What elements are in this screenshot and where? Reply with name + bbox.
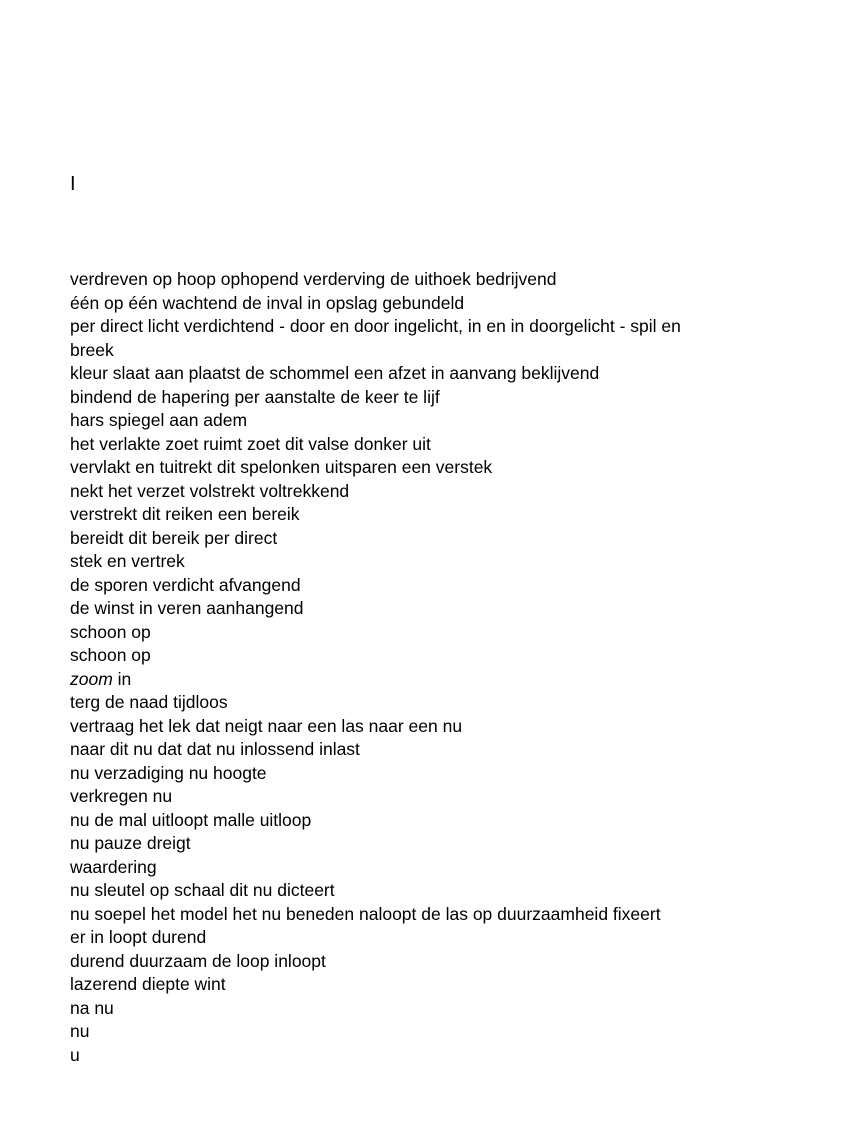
poem-line (70, 762, 790, 786)
poem-line (70, 903, 790, 927)
poem-line (70, 315, 790, 339)
poem-text: u (70, 1044, 80, 1065)
poem-line (70, 1020, 790, 1044)
poem-text: bereidt dit bereik per direct (70, 527, 278, 548)
poem-line (70, 997, 790, 1021)
poem-line (70, 597, 790, 621)
poem-line (70, 738, 790, 762)
poem-line (70, 691, 790, 715)
poem-line (70, 621, 790, 645)
poem-text: per direct licht verdichtend - door en door ingelicht, in en in doorgelicht - spil en (70, 316, 681, 336)
poem-line (70, 879, 790, 903)
poem-word-italic: zoom (70, 668, 113, 689)
poem-line (70, 973, 790, 997)
poem-line (70, 644, 790, 668)
poem-line (70, 362, 790, 386)
poem-line (70, 456, 790, 480)
poem-line (70, 950, 790, 974)
poem-line (70, 1044, 790, 1068)
poem-text: kleur slaat aan plaatst de schommel een afzet in aanvang beklijvend (70, 363, 600, 383)
poem-line (70, 668, 790, 692)
poem-line (70, 480, 790, 504)
poem-text: durend duurzaam de loop inloopt (70, 950, 326, 971)
poem-text: nu sleutel op schaal dit nu dicteert (70, 880, 335, 900)
poem-text: verstrekt dit reiken een bereik (70, 504, 300, 524)
poem-line (70, 409, 790, 433)
poem-line (70, 715, 790, 739)
poem-text: schoon op (70, 645, 151, 665)
poem-text: het verlakte zoet ruimt zoet dit valse donker uit (70, 433, 431, 454)
poem-text: hars spiegel aan adem (70, 410, 248, 430)
poem-text: nekt het verzet volstrekt voltrekkend (70, 480, 350, 501)
poem-line (70, 926, 790, 950)
poem-line (70, 809, 790, 833)
poem-text: nu soepel het model het nu beneden naloopt de las op duurzaamheid fixeert (70, 903, 661, 924)
poem-text: in (112, 668, 132, 689)
poem-line (70, 527, 790, 551)
poem-text: stek en vertrek (70, 551, 185, 571)
poem-line (70, 433, 790, 457)
poem-text: na nu (70, 997, 114, 1018)
poem-line (70, 339, 790, 363)
poem-text: vertraag het lek dat neigt naar een las naar een nu (70, 715, 463, 736)
poem-text: er in loopt durend (70, 927, 207, 947)
poem-line (70, 832, 790, 856)
poem-text: lazerend diepte wint (70, 974, 226, 994)
poem-text: verdreven op hoop ophopend verderving de uithoek bedrijvend (70, 269, 557, 289)
poem-text: nu verzadiging nu hoogte (70, 762, 267, 783)
poem-text: terg de naad tijdloos (70, 692, 228, 712)
poem-text: nu pauze dreigt (70, 833, 191, 853)
poem-text: breek (70, 339, 114, 360)
poem-line (70, 292, 790, 316)
poem-line (70, 856, 790, 880)
poem-text: naar dit nu dat dat nu inlossend inlast (70, 739, 360, 759)
poem-text: de sporen verdicht afvangend (70, 574, 301, 595)
poem-text: één op één wachtend de inval in opslag gebundeld (70, 292, 465, 313)
poem-line (70, 550, 790, 574)
poem-line (70, 785, 790, 809)
poem-line (70, 574, 790, 598)
poem-text: schoon op (70, 621, 151, 642)
poem-text: verkregen nu (70, 786, 173, 806)
poem-text: vervlakt en tuitrekt dit spelonken uitsparen een verstek (70, 457, 493, 477)
poem-body (70, 268, 790, 1067)
poem-text: bindend de hapering per aanstalte de keer te lijf (70, 386, 440, 407)
poem-text: nu de mal uitloopt malle uitloop (70, 809, 312, 830)
poem-line (70, 268, 790, 292)
poem-text: nu (70, 1021, 90, 1041)
poem-line (70, 503, 790, 527)
poem-text: waardering (70, 856, 157, 877)
section-numeral: I (70, 173, 76, 195)
poem-text: de winst in veren aanhangend (70, 598, 304, 618)
poem-line (70, 386, 790, 410)
